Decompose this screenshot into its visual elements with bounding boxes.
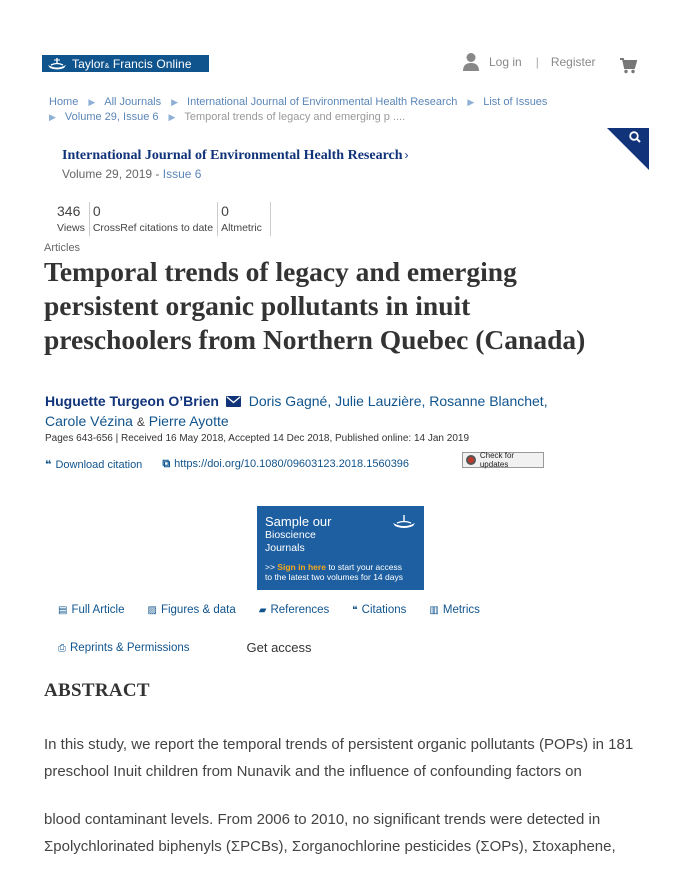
metric-views: [54, 202, 90, 236]
breadcrumb-arrow-icon: ▶: [467, 97, 475, 107]
breadcrumb-arrow-icon: ▶: [171, 97, 179, 107]
metric-label: CrossRef citations to date: [92, 222, 214, 234]
nav-separator: |: [535, 55, 539, 69]
quote-icon: ❝: [45, 459, 52, 471]
breadcrumb-journal[interactable]: International Journal of Environmental Health Research: [187, 96, 458, 108]
tab-full-article[interactable]: ▤ Full Article: [58, 604, 125, 616]
metric-value: 346: [57, 203, 81, 219]
journal-info: [62, 148, 409, 181]
logo-text: Taylor& Francis Online: [72, 56, 192, 71]
journal-title-link[interactable]: International Journal of Environmental Health Research ›: [62, 148, 409, 163]
breadcrumb-home[interactable]: Home: [49, 96, 79, 108]
search-toggle[interactable]: [607, 128, 649, 170]
banner-subline: Bioscience: [265, 529, 316, 541]
chevron-right-icon: ›: [404, 148, 409, 162]
download-citation-link[interactable]: ❝ Download citation: [45, 459, 143, 471]
metric-altmetric[interactable]: [218, 202, 271, 236]
book-icon: ▰: [258, 605, 267, 616]
breadcrumb-volume[interactable]: Volume 29, Issue 6: [64, 111, 159, 123]
banner-cta: >> Sign in here to start your access to the latest two volumes for 14 days: [265, 562, 403, 582]
bioscience-journals-banner[interactable]: [257, 506, 424, 590]
breadcrumb: [49, 95, 609, 125]
breadcrumb-arrow-icon: ▶: [49, 112, 56, 122]
banner-headline: Sample our: [265, 514, 332, 529]
breadcrumb-arrow-icon: ▶: [168, 112, 176, 122]
publication-info: Pages 643-656 | Received 16 May 2018, Accepted 14 Dec 2018, Published online: 14 Jan 2019: [45, 433, 470, 444]
issue-link[interactable]: Issue 6: [162, 167, 202, 181]
author-link[interactable]: Pierre Ayotte: [148, 413, 229, 429]
user-icon[interactable]: [462, 52, 480, 72]
boat-logo-icon: [42, 55, 72, 72]
get-access-link[interactable]: Get access: [246, 640, 312, 655]
article-metrics: [54, 202, 271, 236]
doi-link[interactable]: ⧉ https://doi.org/10.1080/09603123.2018.1560396: [162, 458, 410, 470]
print-icon: ⎙: [58, 642, 66, 654]
register-link[interactable]: Register: [550, 55, 596, 69]
abstract-paragraph: In this study, we report the temporal trends of persistent organic pollutants (POPs) in 181 preschool Inuit children from Nunavik and the influence of confounding factors on: [44, 736, 634, 780]
article-actions: [45, 458, 409, 471]
boat-logo-icon: [390, 514, 418, 530]
author-links[interactable]: Doris Gagné, Julie Lauzière, Rosanne Blanchet,: [248, 393, 548, 409]
mail-icon[interactable]: [226, 392, 241, 403]
taylor-francis-logo[interactable]: [42, 55, 209, 72]
breadcrumb-list-of-issues[interactable]: List of Issues: [483, 96, 548, 108]
login-link[interactable]: Log in: [489, 55, 522, 69]
cart-icon[interactable]: [619, 58, 637, 74]
check-for-updates-button[interactable]: Check for updates: [462, 452, 544, 468]
metric-value: 0: [92, 203, 101, 219]
tab-figures-data[interactable]: ▨ Figures & data: [147, 604, 236, 616]
file-icon: ▤: [58, 605, 68, 616]
metric-value: 0: [221, 203, 229, 219]
journal-volume: Volume 29, 2019 - Issue 6: [62, 167, 202, 181]
article-title: Temporal trends of legacy and emerging persistent organic pollutants in inuit preschoolers from Northern Quebec (Canada): [44, 256, 586, 355]
external-link-icon: ⧉: [162, 458, 171, 470]
crossmark-icon: [466, 455, 476, 465]
breadcrumb-all-journals[interactable]: All Journals: [104, 96, 162, 108]
abstract-paragraph: blood contaminant levels. From 2006 to 2010, no significant trends were detected in Σpolychlorinated biphenyls (ΣPCBs), Σorganochlorine pesticides (ΣOPs), Σtoxaphene,: [44, 811, 616, 855]
breadcrumb-current: Temporal trends of legacy and emerging p ....: [184, 111, 406, 123]
banner-subline: Journals: [265, 542, 305, 554]
article-type: Articles: [44, 242, 81, 254]
author-ampersand: &: [136, 415, 145, 429]
banner-sign-in-link[interactable]: Sign in here: [277, 562, 326, 572]
tab-references[interactable]: ▰ References: [258, 604, 330, 616]
tab-metrics[interactable]: ▥ Metrics: [429, 604, 480, 616]
chart-icon: ▥: [429, 605, 439, 616]
metric-label: Views: [57, 222, 85, 234]
author-link[interactable]: Huguette Turgeon O’Brien: [45, 393, 219, 409]
metric-label: Altmetric: [221, 222, 262, 234]
article-tabs: [58, 604, 503, 616]
account-nav: [462, 52, 596, 72]
tab-reprints-permissions[interactable]: ⎙ Reprints & Permissions: [58, 641, 190, 654]
image-icon: ▨: [147, 605, 157, 616]
metric-crossref[interactable]: [90, 202, 218, 236]
abstract-heading: ABSTRACT: [44, 680, 150, 701]
author-link[interactable]: Carole Vézina: [45, 413, 133, 429]
article-tabs-row2: [58, 640, 312, 655]
quote-icon: ❝: [352, 605, 358, 616]
breadcrumb-arrow-icon: ▶: [88, 97, 96, 107]
tab-citations[interactable]: ❝ Citations: [352, 604, 407, 616]
author-list: [45, 391, 625, 432]
